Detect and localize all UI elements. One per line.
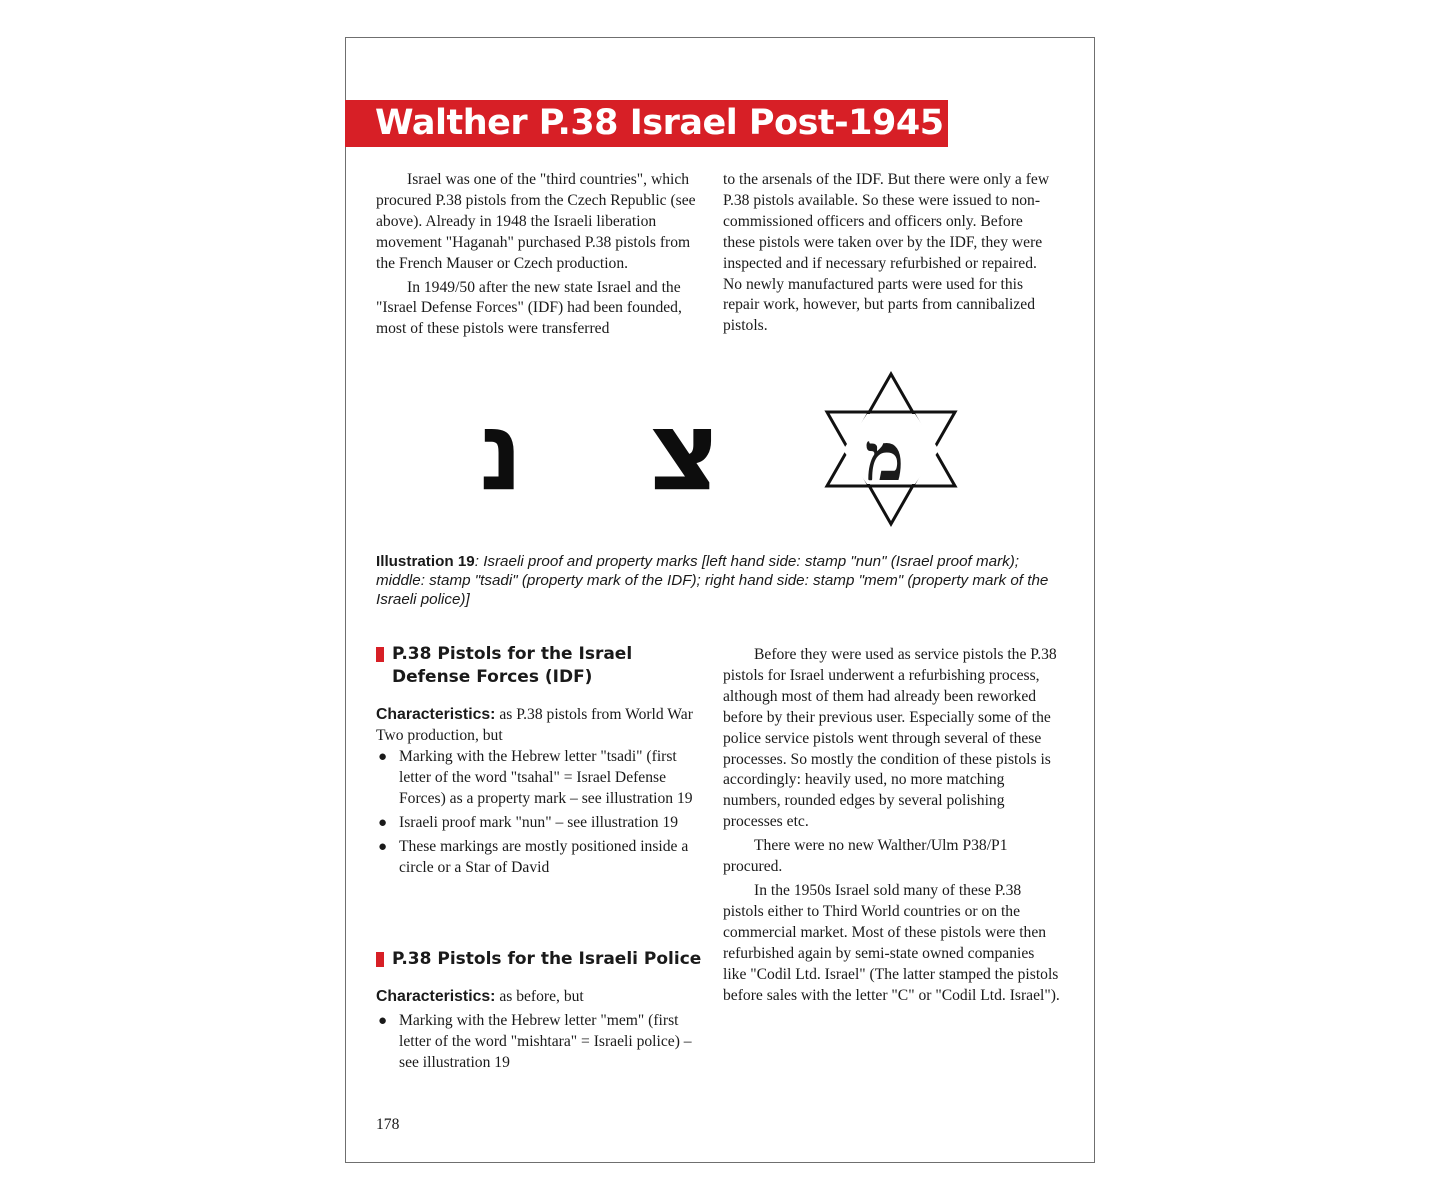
bullet-icon: ● — [378, 749, 388, 765]
characteristics-text: as P.38 pistols from World War Two production, but — [376, 706, 693, 744]
section-heading-idf — [376, 643, 706, 689]
mem-star-mark — [821, 368, 961, 530]
characteristics-text: as before, but — [495, 988, 584, 1005]
list-item: ● Marking with the Hebrew letter "tsadi" (first letter of the word "tsahal" = Israel Defense Forces) as a property mark – see illustration 19 — [378, 748, 693, 807]
bullet-icon: ● — [378, 1013, 388, 1029]
proof-marks-illustration — [346, 368, 1096, 538]
characteristics-idf — [376, 705, 706, 747]
caption-text: : Israeli proof and property marks [left hand side: stamp "nun" (Israel proof mark); middle: stamp "tsadi" (property mark of the IDF); right hand side: stamp "mem" (property mark of the Israeli police)] — [376, 553, 1049, 608]
list-item: ● Israeli proof mark "nun" – see illustration 19 — [376, 813, 706, 834]
list-item: ● These markings are mostly positioned inside a circle or a Star of David — [378, 837, 689, 876]
characteristics-label: Characteristics: — [376, 706, 496, 723]
police-bullet-list — [376, 1011, 706, 1077]
page-number: 178 — [376, 1116, 400, 1133]
section-heading-police — [376, 948, 706, 971]
intro-paragraph: In 1949/50 after the new state Israel and the "Israel Defense Forces" (IDF) had been founded, most of these pistols were transferred — [376, 278, 682, 338]
body-paragraph: Before they were used as service pistols the P.38 pistols for Israel underwent a refurbishing process, although most of them had already been reworked before by their previous user. Especially some of the police service pistols went through several of these processes. So mostly the condition of these pistols is accordingly: heavily used, no more matching numbers, rounded edges by several polishing processes etc. — [723, 646, 1057, 831]
tsadi-mark: צ — [649, 387, 721, 515]
characteristics-police — [376, 987, 706, 1008]
mem-mark: מ — [865, 418, 905, 496]
section-heading-text: P.38 Pistols for the Israel Defense Forces (IDF) — [392, 644, 633, 687]
characteristics-label: Characteristics: — [376, 988, 496, 1005]
intro-right-column — [723, 170, 1058, 337]
intro-paragraph: to the arsenals of the IDF. But there were only a few P.38 pistols available. So these were issued to non-commissioned officers and officers only. Before these pistols were taken over by the IDF, they were inspected and if necessary refurbished or repaired. No newly manufactured parts were used for this repair work, however, but parts from cannibalized pistols. — [723, 171, 1050, 335]
section-heading-text: P.38 Pistols for the Israeli Police — [392, 949, 702, 969]
illustration-caption — [376, 552, 1066, 609]
section-marker — [376, 952, 384, 967]
caption-label: Illustration 19 — [376, 553, 475, 570]
page-title: Walther P.38 Israel Post-1945 — [375, 103, 944, 143]
bullet-icon: ● — [378, 814, 388, 831]
body-paragraph: There were no new Walther/Ulm P38/P1 procured. — [723, 837, 1008, 876]
section-marker — [376, 647, 384, 662]
list-item: ● Marking with the Hebrew letter "mem" (first letter of the word "mishtara" = Israeli police) – see illustration 19 — [378, 1012, 692, 1071]
title-band — [345, 100, 948, 147]
book-page — [345, 37, 1095, 1163]
right-column-lower — [723, 645, 1061, 1006]
bullet-icon: ● — [378, 838, 388, 855]
intro-paragraph: Israel was one of the "third countries", which procured P.38 pistols from the Czech Republic (see above). Already in 1948 the Israeli liberation movement "Haganah" purchased P.38 pistols from the French Mauser or Czech production. — [376, 171, 696, 272]
body-paragraph: In the 1950s Israel sold many of these P.38 pistols either to Third World countries or on the commercial market. Most of these pistols were then refurbished again by semi-state owned companies like "Codil Ltd. Israel" (The latter stamped the pistols before sales with the letter "C" or "Codil Ltd. Israel"). — [723, 881, 1060, 1004]
nun-mark: נ — [479, 387, 523, 515]
intro-left-column — [376, 170, 706, 340]
idf-bullet-list — [376, 747, 706, 881]
